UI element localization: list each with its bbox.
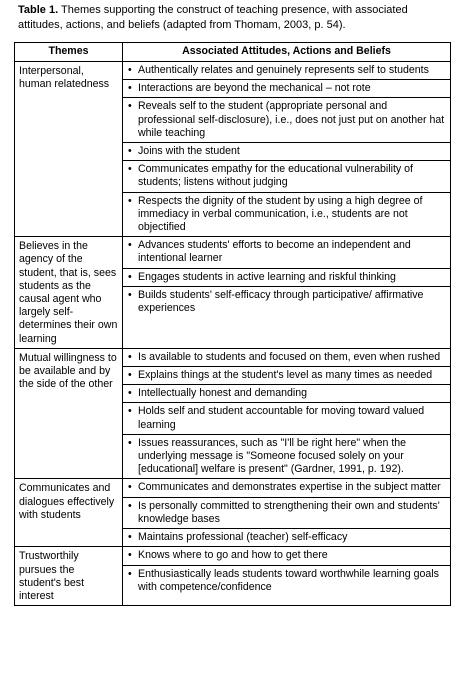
belief-item: • Intellectually honest and demanding [123, 385, 450, 403]
beliefs-cell [123, 237, 451, 349]
belief-item: • Explains things at the student's level as many times as needed [123, 367, 450, 385]
belief-item: • Respects the dignity of the student by using a high degree of immediacy in verbal communication, i.e., students are not objectified [123, 193, 450, 237]
beliefs-cell [123, 348, 451, 479]
table-row [15, 62, 451, 237]
belief-item: • Enthusiastically leads students toward worthwhile learning goals with competence/confidence [123, 566, 450, 596]
belief-item: • Communicates and demonstrates expertise in the subject matter [123, 479, 450, 497]
belief-item: • Reveals self to the student (appropriate personal and professional self-disclosure), i.e., does not just put on another hat while teaching [123, 98, 450, 143]
beliefs-cell [123, 547, 451, 606]
belief-item: • Joins with the student [123, 143, 450, 161]
table-caption [18, 3, 450, 33]
header-row [15, 43, 451, 62]
theme-cell: Interpersonal, human relatedness [15, 62, 123, 237]
themes-table [14, 42, 451, 606]
belief-item: • Authentically relates and genuinely represents self to students [123, 62, 450, 80]
belief-item: • Maintains professional (teacher) self-efficacy [123, 529, 450, 546]
belief-item: • Advances students' efforts to become an independent and intentional learner [123, 237, 450, 268]
belief-item: • Holds self and student accountable for moving toward valued learning [123, 403, 450, 434]
table-row [15, 237, 451, 349]
theme-cell: Mutual willingness to be available and by the side of the other [15, 348, 123, 479]
belief-item: • Knows where to go and how to get there [123, 547, 450, 565]
caption-label: Table 1. [18, 4, 59, 16]
header-themes: Themes [15, 43, 123, 62]
caption-text: Themes supporting the construct of teaching presence, with associated attitudes, actions, and beliefs (adapted from Thomam, 2003, p. 54). [18, 4, 408, 31]
belief-item: • Engages students in active learning and riskful thinking [123, 269, 450, 287]
table-row [15, 479, 451, 547]
header-beliefs: Associated Attitudes, Actions and Beliefs [123, 43, 451, 62]
belief-item: • Interactions are beyond the mechanical – not rote [123, 80, 450, 98]
belief-item: • Builds students' self-efficacy through participative/ affirmative experiences [123, 287, 450, 317]
beliefs-cell [123, 479, 451, 547]
table-row [15, 348, 451, 479]
beliefs-cell [123, 62, 451, 237]
theme-cell: Communicates and dialogues effectively with students [15, 479, 123, 547]
table-row [15, 547, 451, 606]
belief-item: • Issues reassurances, such as "I'll be right here" when the underlying message is "Someone focused solely on your [educational] welfare is present" (Gardner, 1991, p. 192). [123, 435, 450, 479]
belief-item: • Communicates empathy for the educational vulnerability of students; listens without judging [123, 161, 450, 192]
belief-item: • Is available to students and focused on them, even when rushed [123, 349, 450, 367]
theme-cell: Believes in the agency of the student, that is, sees students as the causal agent who largely self-determines their own learning [15, 237, 123, 349]
belief-item: • Is personally committed to strengthening their own and students' knowledge bases [123, 498, 450, 529]
theme-cell: Trustworthily pursues the student's best interest [15, 547, 123, 606]
